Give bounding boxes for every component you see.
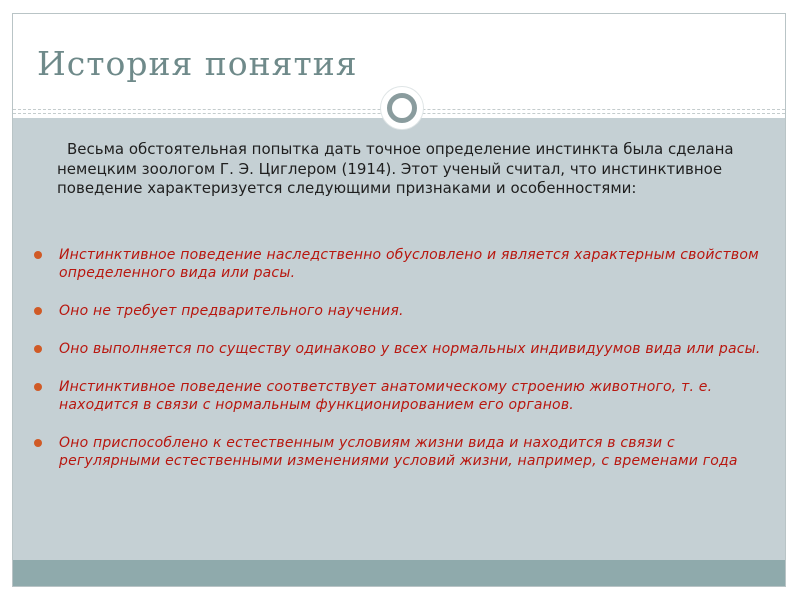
bullet-dot-icon [34,439,42,447]
slide-title: История понятия [37,44,358,83]
intro-paragraph [57,140,747,199]
ring-inner [387,93,417,123]
bullet-item [33,340,763,358]
bullet-dot-icon [34,345,42,353]
slide-content [13,118,785,560]
bullet-item [33,302,763,320]
footer-bar [13,560,785,586]
bullet-item [33,378,763,414]
bullet-text: Оно приспособлено к естественным условиям жизни вида и находится в связи с регулярными естественными изменениями условий жизни, например, с временами года [59,435,738,469]
bullet-list [33,246,763,490]
bullet-item [33,246,763,282]
slide [12,13,786,587]
bullet-text: Оно выполняется по существу одинаково у всех нормальных индивидуумов вида или расы. [59,341,761,357]
intro-text: Весьма обстоятельная попытка дать точное определение инстинкта была сделана немецким зоологом Г. Э. Циглером (1914). Этот ученый считал, что инстинктивное поведение характеризуется следующими признаками и особенностями: [57,140,734,197]
bullet-dot-icon [34,383,42,391]
bullet-item [33,434,763,470]
bullet-text: Оно не требует предварительного научения. [59,303,404,319]
bullet-text: Инстинктивное поведение наследственно обусловлено и является характерным свойством определенного вида или расы. [59,247,759,281]
bullet-dot-icon [34,251,42,259]
bullet-text: Инстинктивное поведение соответствует анатомическому строению животного, т. е. находится в связи с нормальным функционированием его органов. [59,379,713,413]
bullet-dot-icon [34,307,42,315]
ring-icon [381,87,423,129]
